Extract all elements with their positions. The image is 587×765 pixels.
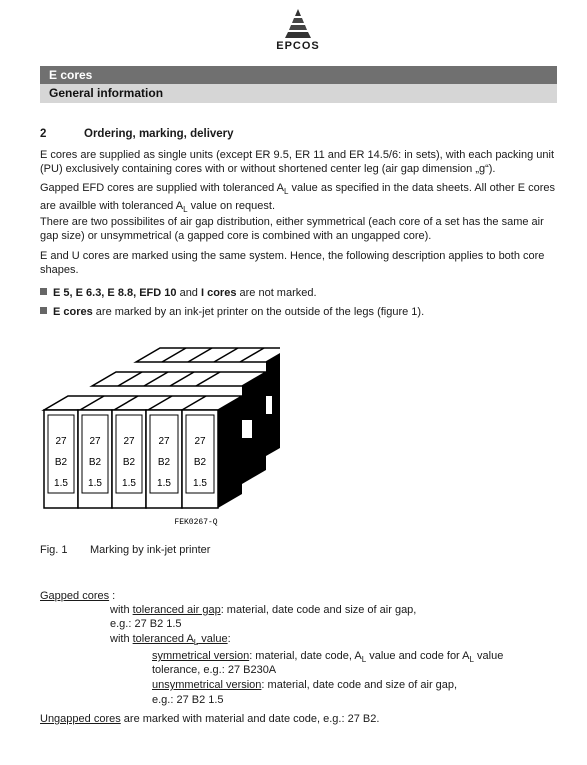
figure-caption-text: Marking by ink-jet printer (90, 544, 211, 556)
marking-text-1: 27 (89, 436, 101, 447)
gapped-cores-heading: Gapped cores : (40, 590, 116, 602)
epcos-logo (268, 8, 328, 52)
bullet-item-2: E cores are marked by an ink-jet printer on the outside of the legs (figure 1). (40, 305, 560, 319)
gapped-example-2: e.g.: 27 B2 1.5 (152, 694, 224, 706)
section-number: 2 (40, 128, 47, 140)
bullet-square-icon (40, 307, 47, 314)
marking-text-1: 27 (55, 436, 67, 447)
gapped-toleranced-al: with toleranced $A_L$ value: (110, 633, 231, 648)
marking-text-1: 27 (123, 436, 135, 447)
marking-text-3: 1.5 (54, 478, 68, 489)
paragraph-3: There are two possibilites of air gap distribution, either symmetrical (each core of a set has the same air gap size) or unsymmetrical (a gapped core is combined with an ungapped core). (40, 216, 544, 242)
figure-caption-number: Fig. 1 (40, 544, 68, 556)
marking-text-2: B2 (54, 457, 68, 468)
marking-text-2: B2 (157, 457, 171, 468)
gapped-unsymmetrical-version: unsymmetrical version: material, date code and size of air gap, (152, 679, 458, 691)
gapped-example-1: e.g.: 27 B2 1.5 (110, 618, 182, 630)
paragraph-4: E and U cores are marked using the same system. Hence, the following description applies to both core shapes. (40, 250, 545, 276)
marking-text-2: B2 (193, 457, 207, 468)
bullet-square-icon (40, 288, 47, 295)
section-bar-title: E cores (40, 66, 557, 84)
marking-text-1: 27 (194, 436, 206, 447)
ungapped-cores-line: Ungapped cores are marked with material and date code, e.g.: 27 B2. (40, 713, 380, 725)
marking-text-2: B2 (88, 457, 102, 468)
brand-name: EPCOS (276, 40, 320, 52)
bullet-item-1: E 5, E 6.3, E 8.8, EFD 10 and I cores are not marked. (40, 286, 560, 300)
marking-text-2: B2 (122, 457, 136, 468)
epcos-pyramid-icon (284, 8, 312, 40)
section-title: Ordering, marking, delivery (84, 128, 234, 140)
paragraph-1: E cores are supplied as single units (except ER 9.5, ER 11 and ER 14.5/6: in sets), with each packing unit (PU) exclusively containing cores with or without shortened center leg (air gap dimension „g“). (40, 149, 555, 175)
figure-e-cores (40, 340, 280, 535)
gapped-symmetrical-line2: tolerance, e.g.: 27 B230A (152, 664, 277, 676)
section-heading (40, 128, 234, 140)
marking-text-1: 27 (158, 436, 170, 447)
gapped-symmetrical-version: symmetrical version: material, date code, $A_L$ value and code for $A_L$ value (152, 650, 504, 665)
marking-text-3: 1.5 (193, 478, 207, 489)
marking-text-3: 1.5 (88, 478, 102, 489)
figure-code: FEK0267-Q (174, 518, 218, 527)
paragraph-2: Gapped EFD cores are supplied with toleranced $A_L$ value as specified in the data sheets. All other E cores are availble with toleranced $A_L$ value on request. (40, 182, 556, 215)
gapped-toleranced-air-gap: with toleranced air gap: material, date code and size of air gap, (110, 604, 417, 616)
marking-text-3: 1.5 (122, 478, 136, 489)
e-cores-drawing (40, 340, 280, 530)
section-bar-subtitle: General information (40, 84, 557, 103)
marking-text-3: 1.5 (157, 478, 171, 489)
figure-caption (40, 544, 210, 556)
